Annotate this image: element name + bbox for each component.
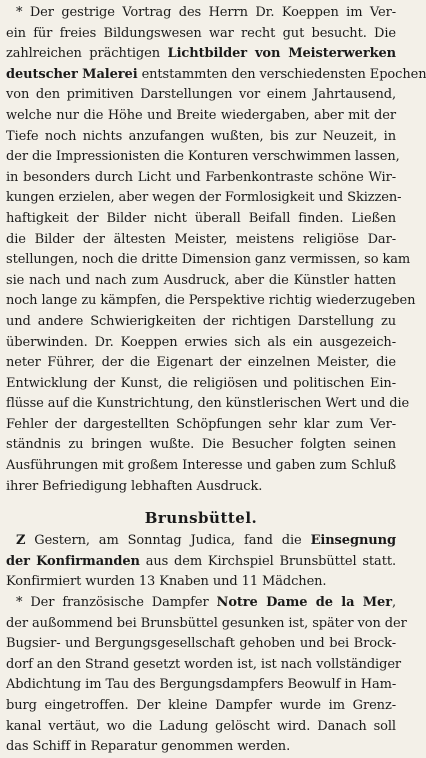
text-line: kungen erzielen, aber wegen der Formlosigkeit und Skizzen- bbox=[6, 190, 402, 206]
text-line: ein für freies Bildungswesen war recht gut besucht. Die bbox=[6, 25, 396, 41]
text-line: Konfirmiert wurden 13 Knaben und 11 Mädchen. bbox=[6, 574, 327, 590]
text-line: Ausführungen mit großem Interesse und gaben zum Schluß bbox=[6, 458, 396, 474]
text-column bbox=[6, 3, 426, 758]
text-line: burg eingetroffen. Der kleine Dampfer wurde im Grenz- bbox=[6, 698, 396, 713]
text-line: von den primitiven Darstellungen vor einem Jahrtausend, bbox=[6, 87, 396, 103]
article-lecture bbox=[6, 3, 426, 497]
text-line: Abdichtung im Tau des Bergungsdampfers Beowulf in Ham- bbox=[6, 677, 397, 693]
text-line: Z Gestern, am Sonntag Judica, fand die Einsegnung bbox=[16, 533, 396, 549]
text-line: und andere Schwierigkeiten der richtigen Darstellung zu bbox=[6, 313, 396, 329]
text-line: Entwicklung der Kunst, die religiösen und politischen Ein- bbox=[6, 375, 396, 391]
article-steamer bbox=[6, 593, 407, 758]
text-line: Tiefe noch nichts anzufangen wußten, bis zur Neuzeit, in bbox=[6, 128, 396, 144]
section-heading-wrap bbox=[6, 505, 396, 531]
text-line: welche nur die Höhe und Breite wiedergaben, aber mit der bbox=[6, 107, 396, 123]
text-line: das Schiff in Reparatur genommen werden. bbox=[6, 739, 291, 755]
text-line: der Konfirmanden aus dem Kirchspiel Brunsbüttel statt. bbox=[6, 553, 396, 569]
text-line: Fehler der dargestellten Schöpfungen sehr klar zum Ver- bbox=[6, 416, 396, 432]
text-line: kanal vertäut, wo die Ladung gelöscht wird. Danach soll bbox=[6, 718, 396, 734]
text-line: neter Führer, der die Eigenart der einzelnen Meister, die bbox=[6, 355, 396, 371]
text-line: überwinden. Dr. Koeppen erwies sich als ein ausgezeich- bbox=[6, 334, 396, 350]
text-line: Bugsier- und Bergungsgesellschaft gehoben und bei Brock- bbox=[6, 636, 396, 652]
text-line: noch lange zu kämpfen, die Perspektive richtig wiederzugeben bbox=[6, 293, 416, 309]
article-confirmation bbox=[6, 531, 396, 593]
text-line: der die Impressionisten die Konturen verschwimmen lassen, bbox=[6, 149, 400, 165]
text-line: sie nach und nach zum Ausdruck, aber die Künstler hatten bbox=[6, 272, 396, 288]
text-line: ständnis zu bringen wußte. Die Besucher folgten seinen bbox=[6, 437, 396, 453]
section-heading: Brunsbüttel. bbox=[144, 509, 258, 528]
text-line: der außommend bei Brunsbüttel gesunken ist, später von der bbox=[6, 615, 407, 631]
text-line: dorf an den Strand gesetzt worden ist, ist nach vollständiger bbox=[6, 656, 402, 672]
text-line: haftigkeit der Bilder nicht überall Beifall finden. Ließen bbox=[6, 210, 396, 226]
text-line: * Der französische Dampfer Notre Dame de la Mer, bbox=[16, 595, 396, 611]
text-line: die Bilder der ältesten Meister, meistens religiöse Dar- bbox=[6, 231, 396, 247]
text-line: flüsse auf die Kunstrichtung, den künstlerischen Wert und die bbox=[6, 396, 410, 412]
text-line: * Der gestrige Vortrag des Herrn Dr. Koeppen im Ver- bbox=[16, 5, 396, 20]
text-line: in besonders durch Licht und Farbenkontraste schöne Wir- bbox=[6, 169, 396, 185]
text-line: deutscher Malerei entstammten den verschiedensten Epochen bbox=[6, 66, 426, 82]
text-line: stellungen, noch die dritte Dimension ganz vermissen, so kam bbox=[6, 252, 411, 268]
text-line: ihrer Befriedigung lebhaften Ausdruck. bbox=[6, 478, 263, 494]
paragraph-mark: Z bbox=[16, 533, 26, 549]
text-line: zahlreichen prächtigen Lichtbilder von Meisterwerken bbox=[6, 46, 397, 62]
